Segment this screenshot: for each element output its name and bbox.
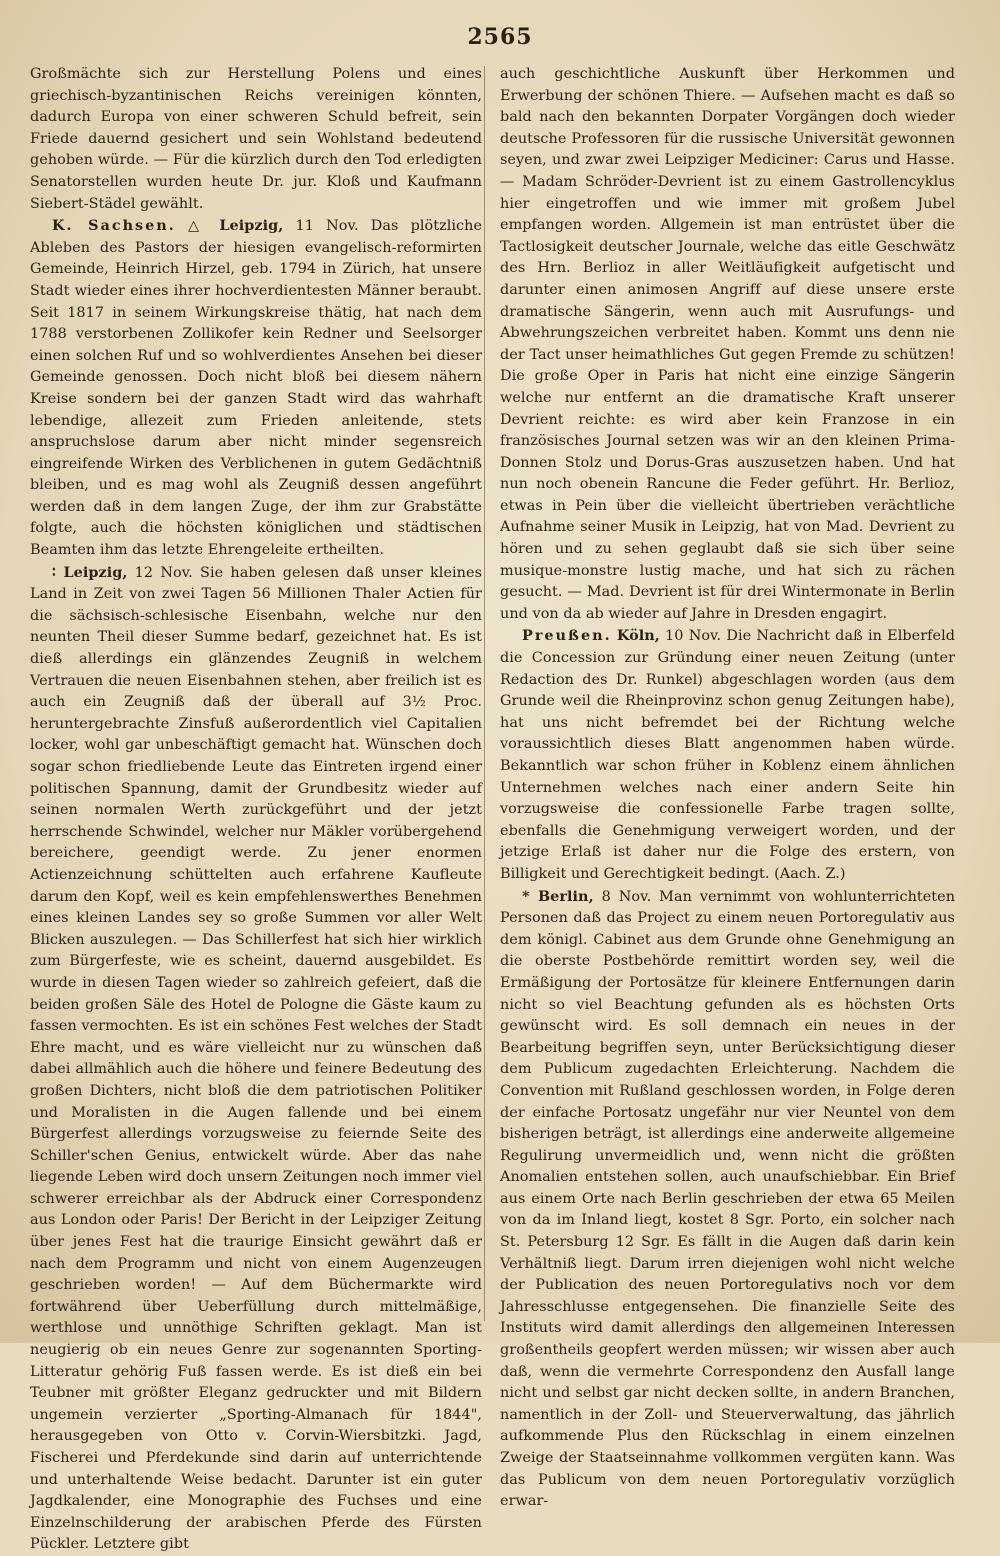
section-heading: K. Sachsen. — [52, 217, 176, 235]
dateline: ∶ Leipzig, — [52, 563, 128, 581]
paragraph: Großmächte sich zur Herstellung Polens und eines griechisch-byzantinischen Reichs vereinigen könnten, dadurch Europa von einer schweren Schuld befreit, sein Friede dauernd gesichert und sein Wohlstand bedeutend gehoben würde. — Für die kürzlich durch den Tod erledigten Senatorstellen wurden heute Dr. jur. Kloß und Kaufmann Siebert-Städel gewählt. — [30, 66, 482, 212]
paragraph: ∶ Leipzig, 12 Nov. Sie haben gelesen daß unser kleines Land in Zeit von zwei Tagen 56 Millionen Thaler Actien für die sächsisch-schlesische Eisenbahn, welche nur den neunten Theil dieser Summe bedarf, gezeichnet hat. Es ist dieß allerdings ein glänzendes Zeugniß in welchem Vertrauen die neuen Eisenbahnen stehen, aber freilich ist es auch ein Zeugniß daß der überall auf 3½ Proc. heruntergebrachte Zinsfuß außerordentlich viel Capitalien locker, wohl gar unbeschäftigt gemacht hat. Wünschen doch sogar schon friedliebende Leute das Eintreten irgend einer politischen Spannung, damit der Grundbesitz wieder auf seinen normalen Werth zurückgeführt und der jetzt herrschende Schwindel, welcher nur Mäkler vorübergehend bereichere, geendigt werde. Zu jener enormen Actienzeichnung schüttelten auch erfahrene Kaufleute darum den Kopf, weil es kein empfehlenswerthes Benehmen eines kleinen Landes sey so große Summen vor aller Welt Blicken auszulegen. — Das Schillerfest hat sich hier wirklich zum Bürgerfeste, wie es scheint, dauernd ausgebildet. Es wurde in diesen Tagen wieder so zahlreich gefeiert, daß die beiden großen Säle des Hotel de Pologne die Gäste kaum zu fassen vermochten. Es ist ein schönes Fest welches der Stadt Ehre macht, und es wäre vielleicht nur zu wünschen daß dabei allmählich auch die höhere und feinere Bedeutung des großen Dichters, nicht bloß die dem patriotischen Politiker und Moralisten in die Augen fallende und bei einem Bürgerfest allerdings vorzugsweise zu feiernde Seite des Schiller'schen Genius, entwickelt würde. Aber das nahe liegende Leben wird doch unsern Zeitungen noch immer viel schwerer erreichbar als der Abdruck einer Correspondenz aus London oder Paris! Der Bericht in der Leipziger Zeitung über jenes Fest hat die traurige Einsicht gewährt daß er nach dem Programm und nicht von einem Augenzeugen geschrieben worden! — Auf dem Büchermarkte wird fortwährend über Ueberfüllung durch mittelmäßige, werthlose und unnöthige Schriften geklagt. Man ist neugierig ob ein neues Genre zur sogenannten Sporting-Litteratur gehörig Fuß fassen werde. Es ist dieß ein bei Teubner mit größter Eleganz gedruckter und mit Bildern ungemein verzierter „Sporting-Almanach für 1844", herausgegeben von Otto v. Corvin-Wiersbitzki. Jagd, Fischerei und Pferdekunde sind darin auf unterrichtende und unterhaltende Weise bedacht. Darunter ist ein guter Jagdkalender, eine Monographie des Fuchses und eine Einzelnschilderung der arabischen Pferde des Fürsten Pückler. Letztere gibt — [30, 563, 482, 1553]
dateline: * Berlin, — [522, 887, 594, 905]
paragraph: Preußen. Köln, 10 Nov. Die Nachricht daß in Elberfeld die Concession zur Gründung einer neuen Zeitung (unter Redaction des Dr. Runkel) abgeschlagen worden (aus dem Grunde weil die Rheinprovinz schon genug Zeitungen habe), hat uns nicht befremdet bei der Richtung welche voraussichtlich dieses Blatt angenommen haben würde. Bekanntlich war schon früher in Koblenz einem ähnlichen Unternehmen welches nach einer andern Seite hin vorzugsweise die confessionelle Farbe tragen sollte, ebenfalls die Genehmigung verweigert worden, und der jetzige Erlaß ist daher nur die Folge des erstern, von Billigkeit und Gerechtigkeit bedingt. (Aach. Z.) — [500, 627, 955, 882]
paragraph: * Berlin, 8 Nov. Man vernimmt von wohlunterrichteten Personen daß das Project zu einem neuen Portoregulativ aus dem königl. Cabinet aus dem Grunde ohne Genehmigung an die oberste Postbehörde remittirt worden sey, weil die Ermäßigung der Portosätze für kleinere Entfernungen darin nicht so viel Beachtung gefunden als es höchsten Orts gewünscht wird. Es soll demnach ein neues in der Bearbeitung begriffen seyn, unter Berücksichtigung dieser dem Publicum zugedachten Erleichterung. Nachdem die Convention mit Rußland geschlossen worden, in Folge deren der einfache Portosatz ungefähr nur vier Neuntel von dem bisherigen beträgt, ist allerdings eine anderweite allgemeine Regulirung unvermeidlich und, wenn nicht die größten Anomalien entstehen sollen, auch unaufschiebbar. Ein Brief aus einem Orte nach Berlin geschrieben der etwa 65 Meilen von da im Inland liegt, kostet 8 Sgr. Porto, ein solcher nach St. Petersburg 12 Sgr. Es fällt in die Augen daß darin kein Verhältniß liegt. Darum irren diejenigen wohl nicht welche der Publication des neuen Portoregulativs noch vor dem Jahresschlusse entgegensehen. Die finanzielle Seite des Instituts wird damit allerdings den allgemeinen Interessen großentheils geopfert werden müssen; wir wissen aber auch daß, wenn die vermehrte Correspondenz den Ausfall lange nicht und selbst gar nicht decken sollte, in andern Branchen, namentlich in der Zoll- und Steuerverwaltung, das jährlich aufkommende Plus den Rückschlag in einem einzelnen Zweige der Staatseinnahme vollkommen vergüten kann. Was das Publicum von dem neuen Portoregulativ vorzüglich erwar- — [500, 887, 956, 1510]
column-rule — [484, 66, 485, 1321]
page-number: 2565 — [467, 24, 533, 50]
paragraph: auch geschichtliche Auskunft über Herkommen und Erwerbung der schönen Thiere. — Aufsehen macht es daß so bald nach den bekannten Dorpater Vorgängen doch wieder deutsche Professoren für die russische Universität gewonnen seyen, und zwar zwei Leipziger Mediciner: Carus und Hasse. — Madam Schröder-Devrient ist zu einem Gastrollencyklus hier eingetroffen und wie immer mit großem Jubel empfangen worden. Allgemein ist man entrüstet über die Tactlosigkeit deutscher Journale, welche das eitle Geschwätz des Hrn. Berlioz in aller Weitläufigkeit aufgetischt und darunter einen animosen Angriff auf diese unsere erste dramatische Sängerin, wenn auch mit Ausrufungs- und Abwehrungszeichen verbreitet haben. Kommt uns denn nie der Tact unser heimathliches Gut gegen Fremde zu schützen! Die große Oper in Paris hat nicht eine einzige Sängerin welche nur entfernt an die dramatische Kraft unserer Devrient reichte: es wird aber kein Franzose in ein französisches Journal setzen was wir an den kleinen Prima-Donnen Stolz und Dorus-Gras auszusetzen haben. Und hat nun noch obenein Rancune die Feder geführt. Hr. Berlioz, etwas in Pein über die vielleicht übertrieben verächtliche Aufnahme seiner Musik in Leipzig, hat von Mad. Devrient zu hören und zu sehen geglaubt daß sie sich über seine musique-monstre lustig mache, und hat sich zu rächen gesucht. — Mad. Devrient ist für drei Wintermonate in Berlin und von da ab wieder auf Jahre in Dresden engagirt. — [500, 66, 955, 622]
dateline: Köln, — [616, 627, 660, 645]
section-heading: Preußen. — [522, 627, 612, 645]
left-column — [30, 64, 483, 1553]
paragraph: K. Sachsen. △ Leipzig, 11 Nov. Das plötzliche Ableben des Pastors der hiesigen evangelisch-reformirten Gemeinde, Heinrich Hirzel, geb. 1794 in Zürich, hat unsere Stadt wieder eines ihrer hochverdientesten Männer beraubt. Seit 1817 in seinem Wirkungskreise thätig, hat nach dem 1788 verstorbenen Zollikofer kein Redner und Seelsorger einen solchen Ruf und so wohlverdientes Ansehen bei dieser Gemeinde genossen. Doch nicht bloß bei diesem nähern Kreise sondern bei der ganzen Stadt wird das wahrhaft lebendige, allezeit zum Frieden anleitende, stets anspruchslose darum aber nicht minder segensreich eingreifende Wirken des Verblichenen in gutem Gedächtniß bleiben, und es mag wohl als Zeugniß dessen angeführt werden daß in dem langen Zuge, der ihm zur Grabstätte folgte, auch die höchsten königlichen und städtischen Beamten ihm das letzte Ehrengeleite ertheilten. — [30, 217, 483, 559]
right-column — [500, 64, 956, 1510]
dateline: △ Leipzig, — [188, 217, 284, 235]
